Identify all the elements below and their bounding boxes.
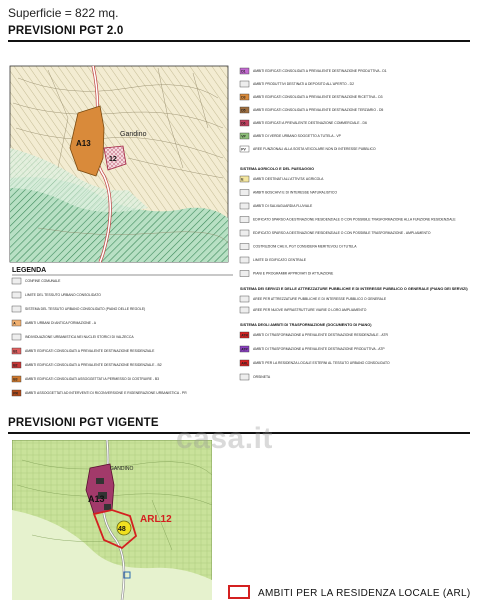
legend-left [12,267,233,396]
legend-swatch [240,296,249,302]
pgt2-map [10,66,228,262]
map-label-gandino: Gandino [120,131,147,138]
legend-item-text: AMBITI EDIFICATI A PREVALENTE DESTINAZIONE COMMERCIALE - D6 [253,121,367,125]
legend-item-text: AMBITI PER LA RESIDENZA LOCALE ESTERNI AL TESSUTO URBANO CONSOLIDATO [253,361,390,365]
legend-item-text: AREE PER NUOVE INFRASTRUTTURE VIARIE O LORO AMPLIAMENTO [253,308,367,312]
legend-item-text: AMBITI EDIFICATI CONSOLIDATI A PREVALENTE DESTINAZIONE RESIDENZIALE [25,349,155,353]
legend-swatch [240,190,249,196]
legend-item-text: AREE FUNZIONALI ALLA SOSTA VEICOLARE NON DI INTERESSE PUBBLICO [253,147,376,151]
legend-right [240,68,468,380]
legend-code: A [13,321,16,326]
legend-head-trasf: SISTEMA DEGLI AMBITI DI TRASFORMAZIONE (DOCUMENTO DI PIANO) [240,323,372,327]
legend-item-text: COSTRUZIONI CHE IL PGT CONSIDERA MERITEVOLI DI TUTELA [253,244,357,249]
watermark: casa.it [176,422,273,455]
legend-item-text: AMBITI URBANI DI ANTICA FORMAZIONE - A [25,321,97,325]
legend-item-text: AMBITI DI VERDE URBANO SOGGETTO A TUTELA - VP [253,134,341,138]
vigente-map [12,440,212,600]
legend-item-text: AMBITI DI TRASFORMAZIONE A PREVALENTE DESTINAZIONE RESIDENZIALE - ATR [253,333,388,337]
legend-code: ATP [241,347,248,352]
legend-item-text: AMBITI EDIFICATI CONSOLIDATI ASSOGGETTATI A PERMESSO DI COSTRUIRE - B3 [25,377,160,381]
legend-item-text: EDIFICATO SPARSO A DESTINAZIONE RESIDENZIALE O CON POSSIBILE TRASFORMAZIONE ALLA FUNZIONE RESIDENZIALE [253,217,456,222]
legend-code: VP [241,134,246,139]
legend-item-text: ORSINETA [253,375,271,379]
legend-item-text: AMBITI DESTINATI ALL'ATTIVITA' AGRICOLA [253,177,324,181]
legend-code: ARL [241,361,249,366]
legend-item-text: AMBITI EDIFICATI CONSOLIDATI A PREVALENTE DESTINAZIONE TERZIARIO - D5 [253,108,384,112]
vigente-label-arl12: ARL12 [140,514,172,525]
legend-code: D3 [241,95,246,100]
arl-legend-label: AMBITI PER LA RESIDENZA LOCALE (ARL) [258,588,471,599]
legend-swatch [12,278,21,284]
legend-item-text: AMBITI EDIFICATI CONSOLIDATI A PREVALENTE DESTINAZIONE RICETTIVA - D3 [253,95,383,99]
legend-item-text: CONFINE COMUNALE [25,279,61,283]
legend-code: E [241,177,244,182]
legend-title: LEGENDA [12,267,47,274]
legend-swatch [240,307,249,313]
section-divider [8,40,470,42]
legend-code: D1 [241,69,246,74]
legend-item-text: PIANI E PROGRAMMI APPROVATI DI ATTUAZIONE [253,271,334,276]
legend-code: D5 [241,108,246,113]
legend-swatch [12,334,21,340]
map-label-parcel-12: 12 [109,156,117,163]
vigente-label-a13: A13 [88,494,105,504]
legend-swatch [12,292,21,298]
legend-head-agri: SISTEMA AGRICOLO E DEL PAESAGGIO [240,167,315,171]
legend-item-text: AMBITI PRODUTTIVI DESTINATI A DEPOSITO ALL'APERTO - D2 [253,82,355,86]
legend-item-text: AMBITI EDIFICATI CONSOLIDATI A PREVALENTE DESTINAZIONE PRODUTTIVA - D1 [253,69,387,73]
legend-swatch [240,374,249,380]
legend-code: PR [13,391,18,396]
legend-code: B1 [13,349,18,354]
legend-swatch [240,203,249,209]
section-title-vigente: PREVISIONI PGT VIGENTE [8,417,159,429]
superficie-label: Superficie = 822 mq. [8,6,119,20]
legend-swatch [240,230,249,236]
legend-code: D6 [241,121,246,126]
legend-code: PV [241,147,246,152]
legend-head-servizi: SISTEMA DEI SERVIZI E DELLE ATTREZZATURE PUBBLICHE E DI INTERESSE PUBBLICO O GENERALE (PIANO DEI SERVIZI) [240,287,468,291]
legend-item-text: LIMITE DEL TESSUTO URBANO CONSOLIDATO [25,293,101,297]
legend-item-text: INDIVIDUAZIONE URBANISTICA NEI NUCLEI STORICI DI VALZECCA [25,335,134,339]
pgt2-plan-sheet [8,58,478,404]
map-label-a13: A13 [76,139,91,148]
legend-swatch [240,217,249,223]
vigente-label-gandino: GANDINO [110,466,134,472]
legend-swatch [240,81,249,87]
legend-code: B3 [13,377,18,382]
legend-swatch [240,257,249,263]
legend-item-text: AMBITI BOSCHIVI E DI INTERESSE NATURALISTICO [253,190,337,195]
legend-item-text: AREE PER ATTREZZATURE PUBBLICHE E DI INTERESSE PUBBLICO O GENERALE [253,297,387,301]
legend-code: B2 [13,363,18,368]
legend-item-text: EDIFICATO SPARSO A DESTINAZIONE RESIDENZIALE O CON POSSIBILE TRASFORMAZIONE - AMPLIAMENTO [253,231,431,235]
legend-swatch [240,271,249,277]
legend-swatch [12,306,21,312]
legend-item-text: AMBITI DI SALVAGUARDIA FLUVIALE [253,204,313,208]
legend-item-text: LIMITE DI EDIFICATO CENTRALE [253,258,307,262]
legend-swatch [240,244,249,250]
legend-item-text: AMBITI ASSOGGETTATI AD INTERVENTI DI RICONVERSIONE E RIGENERAZIONE URBANISTICA - PR [25,391,187,395]
section-title-pgt2: PREVISIONI PGT 2.0 [8,25,124,37]
legend-item-text: AMBITI EDIFICATI CONSOLIDATI A PREVALENTE DESTINAZIONE RESIDENZIALE - B2 [25,363,162,367]
arl-legend-swatch [228,585,250,599]
legend-item-text: AMBITI DI TRASFORMAZIONE A PREVALENTE DESTINAZIONE PRODUTTIVA - ATP [253,347,385,351]
legend-item-text: SISTEMA DEL TESSUTO URBANO CONSOLIDATO (PIANO DELLE REGOLE) [25,307,146,311]
legend-code: ATR [241,333,248,338]
vigente-label-parcel-48: 48 [118,526,126,533]
